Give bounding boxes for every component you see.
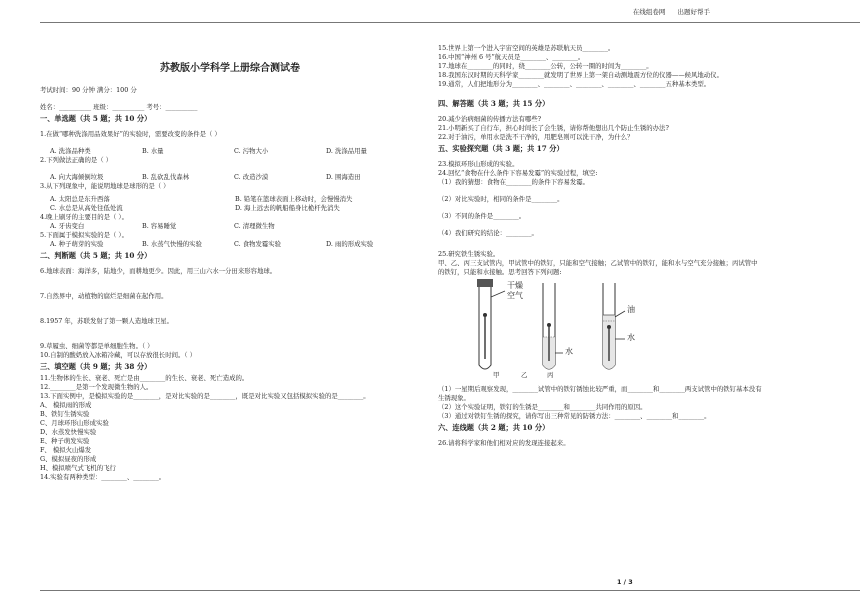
option: A. 向大海倾倒垃圾 bbox=[50, 173, 104, 181]
question-4: 4.晚上刷牙的主要目的是（ ）。 bbox=[40, 213, 129, 221]
option: C. 改造沙漠 bbox=[234, 173, 269, 181]
question-25-1b: 生锈现象。 bbox=[438, 394, 470, 402]
question-21: 21.小明新买了自行车，担心时间长了会生锈，请你帮他想出几个防止生锈的办法? bbox=[438, 124, 669, 132]
question-24: 24.回忆“食物在什么条件下容易发霉”的实验过程，填空: bbox=[438, 169, 598, 177]
question-25-3: （3）通过对铁钉生锈的探究，请你写出三种常见的防锈方法：________、________和________。 bbox=[438, 412, 711, 420]
label-oil: 油 bbox=[627, 305, 635, 314]
option: B. 水蒸气快慢的实验 bbox=[142, 240, 202, 248]
question-17: 17.地球在________的同时，绕________公转，公转一圈的时间为________。 bbox=[438, 62, 653, 70]
option: A. 牙齿变白 bbox=[50, 222, 85, 230]
question-15: 15.世界上第一个进入宇宙空间的英雄是苏联航天员________。 bbox=[438, 44, 615, 52]
question-14: 14.实验有两种类型：________、________。 bbox=[40, 473, 166, 481]
option: C. 食物发霉实验 bbox=[234, 240, 282, 248]
page-number: 1 / 3 bbox=[617, 578, 633, 586]
option: C、月球环形山形成实验 bbox=[40, 419, 109, 427]
question-6: 6.地球表面：海洋多，陆地少，而耕地更少。因此，用三山六水一分田来形容地球。 bbox=[40, 267, 277, 275]
question-1: 1.在做“哪种洗涤用品效果好”的实验时，需要改变的条件是（ ） bbox=[40, 130, 221, 138]
option: F、 模拟火山爆发 bbox=[40, 446, 92, 454]
caption-yi: 乙 bbox=[521, 371, 528, 379]
footer-divider bbox=[40, 590, 860, 591]
option: A、 模拟雨的形成 bbox=[40, 401, 92, 409]
option: D. 洗涤品用量 bbox=[326, 147, 367, 155]
label-water-yi: 水 bbox=[565, 347, 573, 356]
question-26: 26.请将科学家和他们相对应的发现连接起来。 bbox=[438, 439, 570, 447]
question-23: 23.模拟环形山形成的实验。 bbox=[438, 160, 519, 168]
tube-jia bbox=[477, 279, 505, 369]
question-2-options bbox=[50, 173, 420, 182]
question-11: 11.生物体的生长、衰老、死亡是由________的生长、衰老、死亡造成的。 bbox=[40, 374, 249, 382]
question-25-desc-1: 甲、乙、丙三支试管内，甲试管中的铁钉，只能和空气接触；乙试管中的铁钉，能和水与空气充分接触；丙试管中 bbox=[438, 259, 758, 267]
tube-bing bbox=[603, 283, 625, 369]
option: A. 种子萌芽的实验 bbox=[50, 240, 104, 248]
question-3-options-row2 bbox=[50, 204, 420, 213]
label-water-bing: 水 bbox=[627, 333, 635, 342]
question-4-options bbox=[50, 222, 420, 231]
question-5: 5.下面属于模拟实验的是（ ）。 bbox=[40, 231, 129, 239]
question-12: 12.________是第一个发现微生物的人。 bbox=[40, 383, 153, 391]
question-2: 2.下列做法正确的是（ ） bbox=[40, 156, 113, 164]
question-9: 9.草履虫、细菌等都是单细胞生物。（ ） bbox=[40, 342, 154, 350]
caption-bing: 丙 bbox=[547, 371, 554, 379]
option: B. 铅笔在篮球表面上移动时，会慢慢消失 bbox=[235, 195, 353, 203]
option: E、种子萌发实验 bbox=[40, 437, 90, 445]
option: D、水蒸发快慢实验 bbox=[40, 428, 97, 436]
question-24-2: （2）对比实验时，相同的条件是________。 bbox=[438, 195, 564, 203]
student-info: 姓名：__________ 班级：__________ 考号：__________ bbox=[40, 103, 198, 111]
question-1-options bbox=[50, 147, 420, 156]
option: B、铁钉生锈实验 bbox=[40, 410, 90, 418]
test-tube-figure bbox=[463, 277, 683, 377]
question-10: 10.自制的酸奶放入冰箱冷藏，可以存放很长时间。（ ） bbox=[40, 351, 196, 359]
header-links bbox=[623, 7, 710, 16]
option: D. 雨的形成实验 bbox=[326, 240, 374, 248]
header-link-helper[interactable]: 出题好帮手 bbox=[677, 8, 710, 16]
option: B. 乱砍乱伐森林 bbox=[142, 173, 190, 181]
caption-jia: 甲 bbox=[493, 371, 500, 379]
label-dry: 干燥 bbox=[507, 281, 523, 290]
question-22: 22.对于油污，单用水是洗不干净的，用肥皂则可以洗干净，为什么？ bbox=[438, 133, 634, 141]
section-heading-6: 六、连线题（共 2 题；共 10 分） bbox=[438, 423, 550, 432]
question-3: 3.从下列现象中，能说明地球是球形的是（ ） bbox=[40, 182, 170, 190]
section-heading-3: 三、填空题（共 9 题；共 38 分） bbox=[40, 362, 152, 371]
question-24-4: （4）我们研究的结论：________。 bbox=[438, 229, 538, 237]
exam-meta: 考试时间：90 分钟 满分：100 分 bbox=[40, 86, 137, 94]
question-19: 19.通常，人们把地形分为________、________、________、________、________五种基本类型。 bbox=[438, 80, 711, 88]
option: D. 海上远去的帆船船身比桅杆先消失 bbox=[235, 204, 340, 212]
section-heading-1: 一、单选题（共 5 题；共 10 分） bbox=[40, 114, 152, 123]
option: D. 围海造田 bbox=[326, 173, 361, 181]
header-divider bbox=[40, 22, 860, 23]
tube-yi bbox=[543, 283, 563, 369]
option: C. 污物大小 bbox=[234, 147, 269, 155]
page-title: 苏教版小学科学上册综合测试卷 bbox=[160, 63, 300, 74]
question-18: 18.我国东汉时期的天科学家________就发明了世界上第一架自动测地震方位的仪器——候风地动仪。 bbox=[438, 71, 723, 79]
question-25-1a: （1）一星期后观察发现，________试管中的铁钉锈蚀比较严重，而________和________两支试管中的铁钉基本没有 bbox=[438, 385, 762, 393]
question-5-options bbox=[50, 240, 420, 249]
question-25: 25.研究铁生锈实验。 bbox=[438, 250, 500, 258]
option: C. 水总是从高处往低处流 bbox=[50, 204, 123, 212]
question-7: 7.自然界中，动植物的腐烂是细菌在起作用。 bbox=[40, 292, 168, 300]
question-25-2: （2）这个实验证明，铁钉的生锈是________和________共同作用的原因。 bbox=[438, 403, 647, 411]
question-13: 13.下面实例中，是模拟实验的是________，是对比实验的是________，既是对比实验又包括模拟实验的是________。 bbox=[40, 392, 370, 400]
option: A. 洗涤品种类 bbox=[50, 147, 91, 155]
test-tube-diagram bbox=[463, 277, 663, 377]
section-heading-4: 四、解答题（共 3 题；共 15 分） bbox=[438, 99, 550, 108]
option: A. 太阳总是东升西落 bbox=[50, 195, 110, 203]
question-25-desc-2: 的铁钉，只能和水接触。思考回答下列问题: bbox=[438, 268, 562, 276]
option: C. 清理微生物 bbox=[234, 222, 275, 230]
header-link-zujuan[interactable]: 在线组卷网 bbox=[632, 8, 666, 16]
option: H、模拟喷气式飞机的飞行 bbox=[40, 464, 116, 472]
question-8: 8.1957 年，苏联发射了第一颗人造地球卫星。 bbox=[40, 317, 174, 325]
option: G、模拟昼夜的形成 bbox=[40, 455, 97, 463]
section-heading-5: 五、实验探究题（共 3 题；共 17 分） bbox=[438, 144, 564, 153]
question-3-options-row1 bbox=[50, 195, 420, 204]
option: B. 容易睡觉 bbox=[142, 222, 177, 230]
section-heading-2: 二、判断题（共 5 题；共 10 分） bbox=[40, 251, 152, 260]
label-air: 空气 bbox=[507, 291, 523, 300]
question-16: 16.中国“神州 6 号”航天员是________、________。 bbox=[438, 53, 585, 61]
option: B. 水量 bbox=[142, 147, 164, 155]
question-24-3: （3）不同的条件是________。 bbox=[438, 212, 526, 220]
question-24-1: （1）我的猜想：食物在________的条件下容易发霉。 bbox=[438, 178, 590, 186]
right-column bbox=[438, 44, 848, 448]
left-column bbox=[40, 64, 420, 482]
question-20: 20.减少治病细菌的传播方法有哪些? bbox=[438, 115, 542, 123]
